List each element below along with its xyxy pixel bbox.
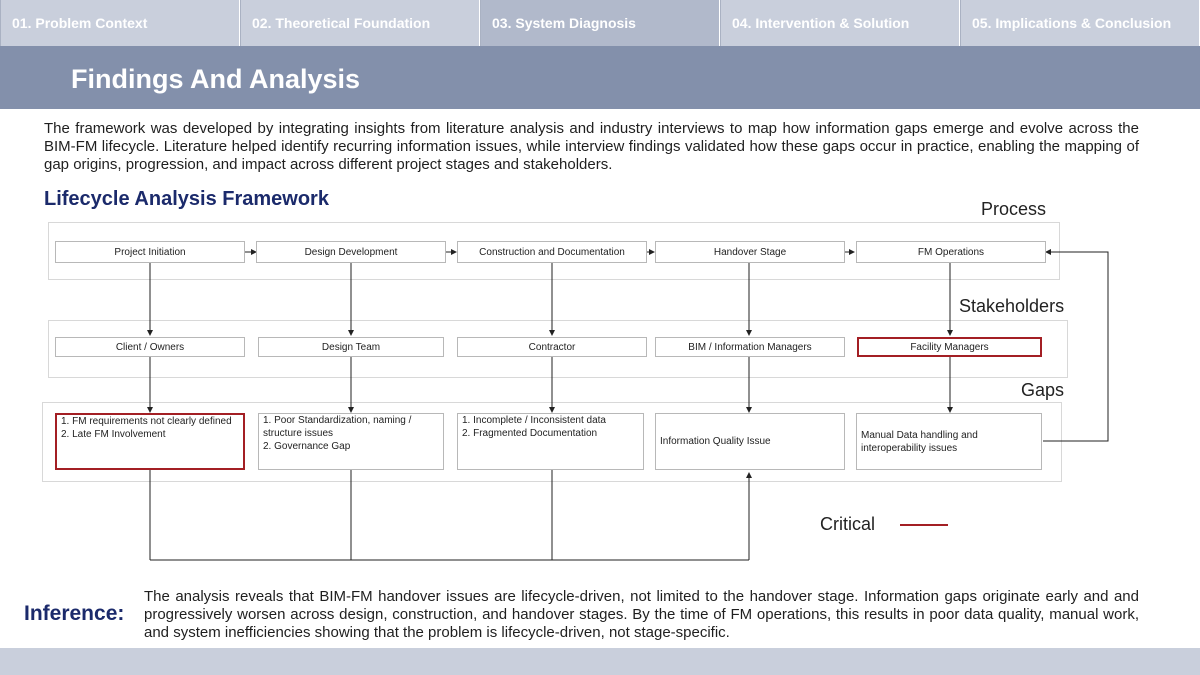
row-label-process: Process	[981, 199, 1047, 219]
title-bar	[0, 46, 1200, 109]
lifecycle-diagram	[38, 196, 1133, 576]
legend-critical-label: Critical	[820, 514, 876, 534]
gap-text-line-2: 2. Fragmented Documentation	[462, 428, 598, 439]
tab-theoretical-foundation[interactable]: 02. Theoretical Foundation	[240, 0, 480, 46]
page-title: Findings And Analysis	[71, 64, 361, 94]
gap-handover-stage	[655, 413, 845, 470]
inference-text: The analysis reveals that BIM-FM handover issues are lifecycle-driven, not limited to the handover stage. Information gaps originate early and and progressively worsen across design, construction, and handover stages. By the time of FM operations, this results in poor data quality, manual work, and system inefficiencies showing that the problem is lifecycle-driven, not stage-specific.	[144, 588, 1139, 641]
gap-text-line-1: Manual Data handling and interoperability issues	[861, 429, 978, 454]
stakeholder-contractor: Contractor	[457, 337, 647, 357]
tab-intervention-solution[interactable]: 04. Intervention & Solution	[720, 0, 960, 46]
row-label-stakeholders: Stakeholders	[959, 296, 1065, 316]
stakeholder-client-owners: Client / Owners	[55, 337, 245, 357]
gap-text-line-1: 1. Incomplete / Inconsistent data	[462, 415, 606, 426]
stakeholder-facility-managers: Facility Managers	[857, 337, 1042, 357]
tab-system-diagnosis[interactable]: 03. System Diagnosis	[480, 0, 720, 46]
tab-problem-context[interactable]: 01. Problem Context	[0, 0, 240, 46]
tab-implications-conclusion[interactable]: 05. Implications & Conclusion	[960, 0, 1200, 46]
gap-construction-documentation	[457, 413, 644, 470]
gap-text-line-2: 2. Late FM Involvement	[61, 429, 166, 440]
gap-fm-operations	[856, 413, 1042, 470]
legend-critical-swatch	[900, 524, 948, 526]
process-handover-stage: Handover Stage	[655, 241, 845, 263]
process-fm-operations: FM Operations	[856, 241, 1046, 263]
intro-paragraph: The framework was developed by integrating insights from literature analysis and industry interviews to map how information gaps emerge and evolve across the BIM-FM lifecycle. Literature helped identify recurring information issues, while interview findings validated how these gaps occur in practice, enabling the mapping of gap origins, progression, and impact across different project stages and stakeholders.	[44, 120, 1139, 173]
section-heading: Lifecycle Analysis Framework	[44, 188, 329, 210]
gap-text-line-1: 1. Poor Standardization, naming / structure issues	[263, 415, 412, 439]
gap-text-line-2: 2. Governance Gap	[263, 441, 351, 452]
gap-text-line-1: 1. FM requirements not clearly defined	[61, 416, 232, 427]
row-label-gaps: Gaps	[1021, 380, 1065, 400]
process-project-initiation: Project Initiation	[55, 241, 245, 263]
stakeholder-bim-information-managers: BIM / Information Managers	[655, 337, 845, 357]
gap-project-initiation	[55, 413, 245, 470]
gap-design-development	[258, 413, 444, 470]
process-design-development: Design Development	[256, 241, 446, 263]
inference-label: Inference:	[24, 602, 125, 625]
section-tab-bar	[0, 0, 1200, 46]
footer-bar	[0, 648, 1200, 675]
gap-text-line-1: Information Quality Issue	[660, 436, 771, 447]
stakeholder-design-team: Design Team	[258, 337, 444, 357]
process-construction-documentation: Construction and Documentation	[457, 241, 647, 263]
